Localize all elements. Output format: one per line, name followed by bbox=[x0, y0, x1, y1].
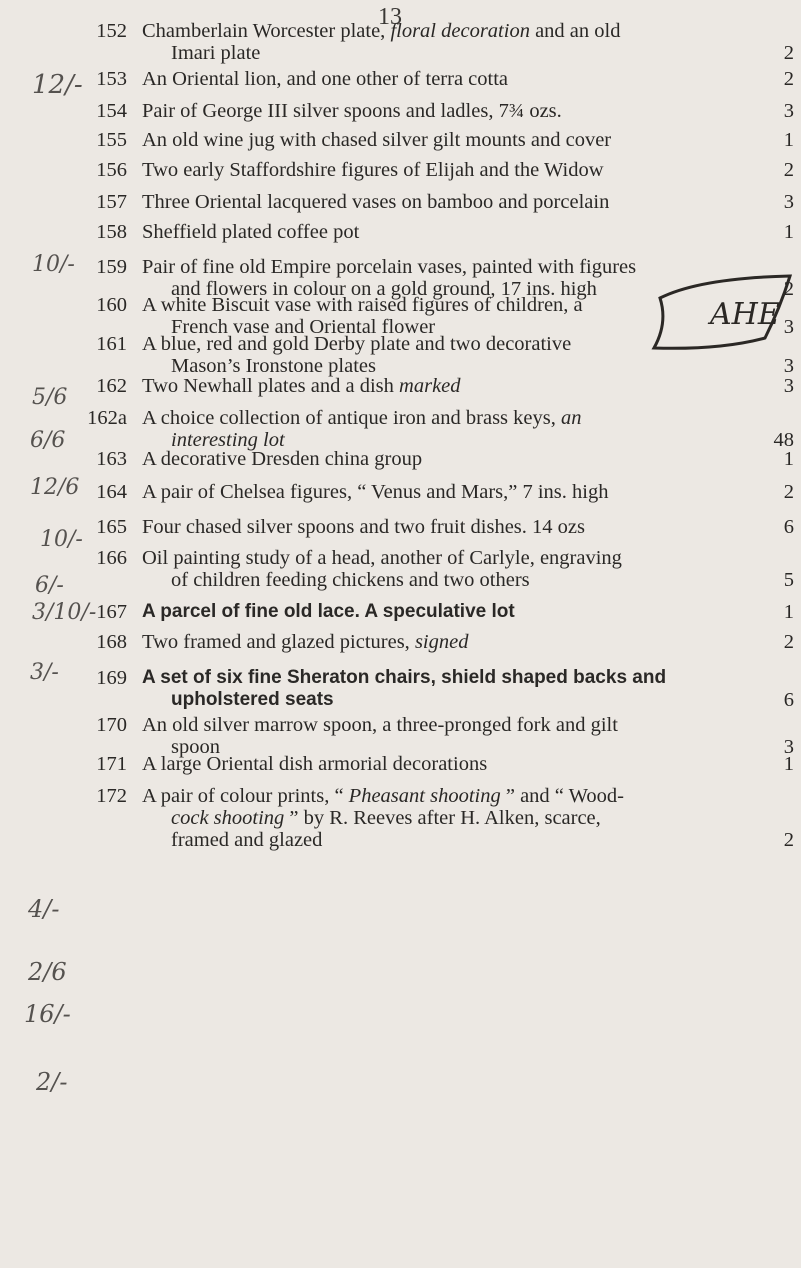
margin-note: 4/- bbox=[28, 895, 60, 923]
lot-quantity: 1 bbox=[783, 753, 794, 775]
lot-quantity: 6 bbox=[783, 516, 794, 538]
lot-description: An Oriental lion, and one other of terra cotta bbox=[142, 68, 509, 90]
lot-description: spoon bbox=[171, 736, 220, 758]
margin-note: 5/6 bbox=[32, 385, 68, 410]
lot-quantity: 3 bbox=[783, 736, 794, 758]
lot-number: 152 bbox=[96, 20, 127, 42]
lot-quantity: 3 bbox=[783, 375, 794, 397]
lot-number: 159 bbox=[96, 256, 127, 278]
lot-description: Oil painting study of a head, another of Carlyle, engraving bbox=[142, 547, 622, 569]
lot-number: 168 bbox=[96, 631, 127, 653]
lot-quantity: 1 bbox=[783, 601, 794, 623]
lot-quantity: 2 bbox=[783, 829, 794, 851]
lot-description: framed and glazed bbox=[171, 829, 323, 851]
lot-number: 158 bbox=[96, 221, 127, 243]
lot-description: and flowers in colour on a gold ground, 17 ins. high bbox=[171, 278, 597, 300]
lot-description: A set of six fine Sheraton chairs, shield shaped backs and bbox=[142, 667, 667, 688]
lot-number: 156 bbox=[96, 159, 127, 181]
stamp-initials: AHE bbox=[710, 297, 780, 332]
lot-quantity: 1 bbox=[783, 448, 794, 470]
lot-number: 166 bbox=[96, 547, 127, 569]
lot-description: Sheffield plated coffee pot bbox=[142, 221, 360, 243]
lot-description: Mason’s Ironstone plates bbox=[171, 355, 376, 377]
lot-number: 170 bbox=[96, 714, 127, 736]
margin-note: 12/6 bbox=[30, 475, 80, 500]
margin-note: 3/10/- bbox=[32, 600, 97, 625]
lot-description: Three Oriental lacquered vases on bamboo and porcelain bbox=[142, 191, 610, 213]
lot-number: 155 bbox=[96, 129, 127, 151]
margin-note: 16/- bbox=[24, 1000, 71, 1028]
lot-description: Imari plate bbox=[171, 42, 261, 64]
lot-quantity: 2 bbox=[783, 278, 794, 300]
stamp-mark bbox=[640, 268, 798, 358]
lot-description: A white Biscuit vase with raised figures of children, a bbox=[142, 294, 583, 316]
lot-number: 154 bbox=[96, 100, 127, 122]
lot-number: 157 bbox=[96, 191, 127, 213]
lot-number: 172 bbox=[96, 785, 127, 807]
lot-description: Two framed and glazed pictures, signed bbox=[142, 631, 469, 653]
lot-quantity: 48 bbox=[773, 429, 794, 451]
lot-description: An old wine jug with chased silver gilt mounts and cover bbox=[142, 129, 612, 151]
lot-quantity: 2 bbox=[783, 42, 794, 64]
lot-description: A decorative Dresden china group bbox=[142, 448, 423, 470]
lot-description: An old silver marrow spoon, a three-pronged fork and gilt bbox=[142, 714, 618, 736]
lot-quantity: 1 bbox=[783, 129, 794, 151]
page-number: 13 bbox=[378, 4, 402, 30]
lot-description: A blue, red and gold Derby plate and two decorative bbox=[142, 333, 572, 355]
lot-number: 169 bbox=[96, 667, 127, 689]
lot-description: Two Newhall plates and a dish marked bbox=[142, 375, 461, 397]
lot-number: 160 bbox=[96, 294, 127, 316]
lot-description: A pair of Chelsea figures, “ Venus and Mars,” 7 ins. high bbox=[142, 481, 609, 503]
lot-description: A parcel of fine old lace. A speculative lot bbox=[142, 601, 515, 622]
lot-quantity: 2 bbox=[783, 68, 794, 90]
lot-number: 171 bbox=[96, 753, 127, 775]
margin-note: 12/- bbox=[32, 70, 83, 100]
lot-number: 165 bbox=[96, 516, 127, 538]
lot-number: 164 bbox=[96, 481, 127, 503]
lot-description: A large Oriental dish armorial decorations bbox=[142, 753, 488, 775]
lot-description: cock shooting ” by R. Reeves after H. Alken, scarce, bbox=[171, 807, 601, 829]
lot-description: Four chased silver spoons and two fruit dishes. 14 ozs bbox=[142, 516, 585, 538]
lot-quantity: 3 bbox=[783, 191, 794, 213]
lot-description: upholstered seats bbox=[171, 689, 334, 710]
margin-note: 2/6 bbox=[28, 958, 67, 986]
lot-description: Pair of fine old Empire porcelain vases, painted with figures bbox=[142, 256, 637, 278]
lot-number: 153 bbox=[96, 68, 127, 90]
lot-number: 163 bbox=[96, 448, 127, 470]
lot-quantity: 2 bbox=[783, 481, 794, 503]
lot-quantity: 3 bbox=[783, 355, 794, 377]
margin-note: 10/- bbox=[40, 527, 83, 552]
lot-number: 161 bbox=[96, 333, 127, 355]
margin-note: 6/- bbox=[35, 573, 64, 598]
lot-number: 162 bbox=[96, 375, 127, 397]
lot-description: Chamberlain Worcester plate, floral decoration and an old bbox=[142, 20, 621, 42]
lot-quantity: 3 bbox=[783, 316, 794, 338]
lot-description: of children feeding chickens and two others bbox=[171, 569, 530, 591]
lot-description: A choice collection of antique iron and brass keys, an bbox=[142, 407, 582, 429]
lot-number: 162a bbox=[87, 407, 127, 429]
lot-quantity: 2 bbox=[783, 159, 794, 181]
lot-quantity: 3 bbox=[783, 100, 794, 122]
lot-description: A pair of colour prints, “ Pheasant shooting ” and “ Wood- bbox=[142, 785, 624, 807]
lot-description: French vase and Oriental flower bbox=[171, 316, 436, 338]
lot-number: 167 bbox=[96, 601, 127, 623]
lot-description: Two early Staffordshire figures of Elijah and the Widow bbox=[142, 159, 604, 181]
margin-note: 6/6 bbox=[30, 428, 66, 453]
margin-note: 3/- bbox=[30, 660, 59, 685]
lot-description: interesting lot bbox=[171, 429, 285, 451]
lot-description: Pair of George III silver spoons and ladles, 7¾ ozs. bbox=[142, 100, 562, 122]
lot-quantity: 6 bbox=[783, 689, 794, 711]
margin-note: 2/- bbox=[36, 1068, 68, 1096]
lot-quantity: 2 bbox=[783, 631, 794, 653]
lot-quantity: 5 bbox=[783, 569, 794, 591]
lot-quantity: 1 bbox=[783, 221, 794, 243]
margin-note: 10/- bbox=[32, 252, 75, 277]
